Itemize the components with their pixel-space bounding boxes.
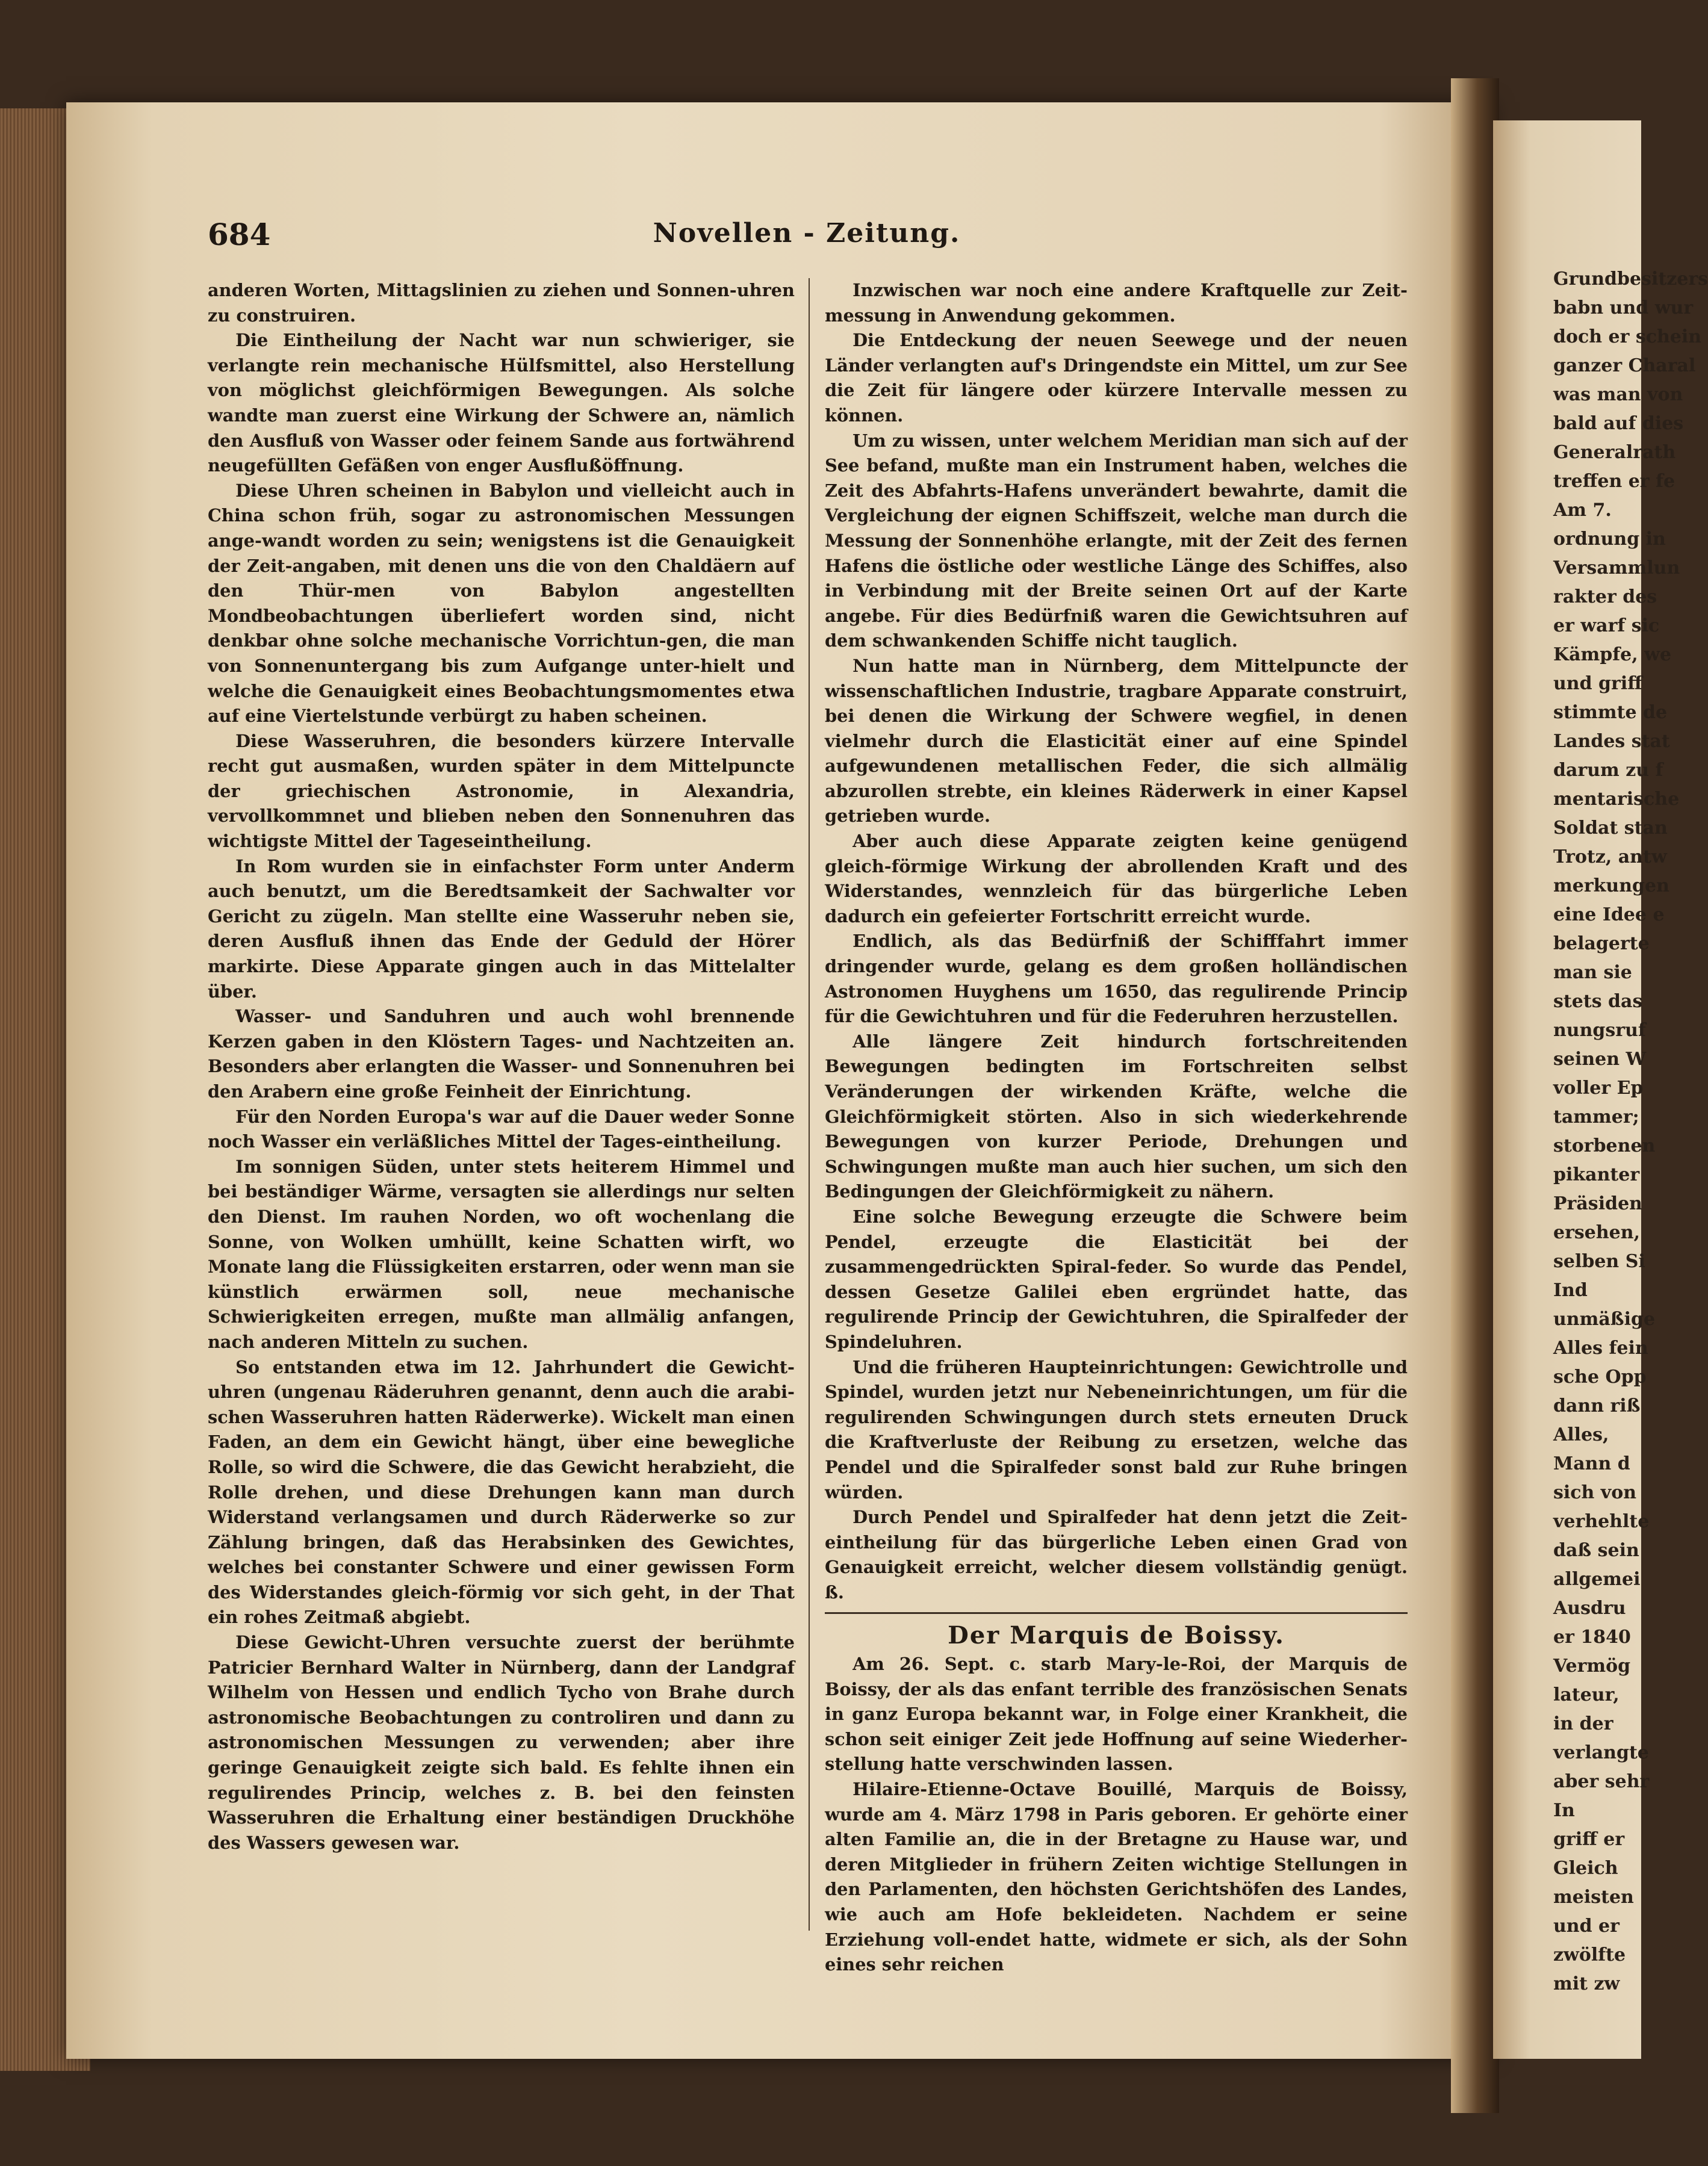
fragment-line: merkungen <box>1553 875 1669 896</box>
fragment-line: und er <box>1553 1916 1619 1937</box>
fragment-line: Generalrath <box>1553 442 1676 463</box>
paragraph: anderen Worten, Mittagslinien zu ziehen und Sonnen-uhren zu construiren. <box>208 280 795 326</box>
paragraph: In Rom wurden sie in einfachster Form unter Anderm auch benutzt, um die Beredtsamkeit der Sachwalter vor Gericht zu zügeln. Man stellte eine Wasseruhr neben sie, deren Ausfluß ihnen das Ende der Geduld der Hörer markirte. Diese Apparate gingen auch in das Mittelalter über. <box>208 855 795 1002</box>
page-number: 684 <box>208 217 271 252</box>
fragment-line: ordnung in <box>1553 529 1666 550</box>
fragment-line: sich von <box>1553 1482 1637 1503</box>
paragraph: Wasser- und Sanduhren und auch wohl brennende Kerzen gaben in den Klöstern Tages- und Nachtzeiten an. Besonders aber erlangten die Wasser- und Sonnenuhren bei den Arabern eine große Feinheit der Einrichtung. <box>208 1006 795 1102</box>
paragraph: Am 26. Sept. c. starb Mary-le-Roi, der Marquis de Boissy, der als das enfant terrible des französischen Senats in ganz Europa bekannt war, in Folge einer Krankheit, die schon seit einiger Zeit jede Hoffnung auf seine Wiederher-stellung hatte verschwinden lassen. <box>825 1654 1408 1775</box>
paragraph: Hilaire-Etienne-Octave Bouillé, Marquis de Boissy, wurde am 4. März 1798 in Paris geboren. Er gehörte einer alten Familie an, die in der Bretagne zu Hause war, und deren Mitglieder in frühern Zeiten wichtige Stellungen in den Parlamenten, den höchsten Gerichtshöfen des Landes, wie auch am Hofe bekleideten. Nachdem er seine Erziehung voll-endet hatte, widmete er sich, als der Sohn eines sehr reichen <box>825 1779 1408 1975</box>
fragment-line: mentarische <box>1553 789 1680 810</box>
journal-title: Novellen - Zeitung. <box>653 218 961 249</box>
fragment-line: nungsruf <box>1553 1020 1646 1041</box>
fragment-line: daß sein <box>1553 1540 1639 1561</box>
paragraph: Alle längere Zeit hindurch fortschreitenden Bewegungen bedingten im Fortschreiten selbst Veränderungen der wirkenden Kräfte, welche die Gleichförmigkeit störten. Also in sich wiederkehrende Bewegungen von kurzer Periode, Drehungen und Schwingungen mußte man auch hier suchen, um sich den Bedingungen der Gleichförmigkeit zu nähern. <box>825 1031 1408 1202</box>
fragment-line: meisten <box>1553 1887 1634 1908</box>
fragment-line: In <box>1553 1800 1575 1821</box>
fragment-line: stimmte de <box>1553 702 1668 723</box>
fragment-line: man sie <box>1553 962 1632 983</box>
right-column <box>825 278 1408 1978</box>
paragraph: Für den Norden Europa's war auf die Dauer weder Sonne noch Wasser ein verläßliches Mittel der Tages-eintheilung. <box>208 1106 795 1152</box>
fragment-line: ganzer Charal <box>1553 355 1696 376</box>
fragment-line: Alles, <box>1553 1424 1609 1445</box>
fragment-line: er warf sic <box>1553 615 1660 636</box>
left-column <box>208 278 795 1855</box>
fragment-line: zwölfte <box>1553 1944 1626 1966</box>
fragment-line: pikanter <box>1553 1164 1640 1185</box>
fragment-line: bald auf dies <box>1553 413 1684 434</box>
fragment-line: Ind <box>1553 1280 1588 1301</box>
fragment-line: babn und wur <box>1553 297 1694 318</box>
fragment-line: stets das <box>1553 991 1643 1012</box>
fragment-line: seinen W <box>1553 1049 1647 1070</box>
paragraph: Diese Uhren scheinen in Babylon und vielleicht auch in China schon früh, sogar zu astronomischen Messungen ange-wandt worden zu sein; wenigstens ist die Genauigkeit der Zeit-angaben, mit denen uns die von den Chaldäern auf den Thür-men von Babylon angestellten Mondbeobachtungen überliefert worden sind, nicht denkbar ohne solche mechanische Vorrichtun-gen, die man von Sonnenuntergang bis zum Aufgange unter-hielt und welche die Genauigkeit eines Beobachtungsmomentes etwa auf eine Viertelstunde verbürgt zu haben scheinen. <box>208 480 795 727</box>
fragment-line: darum zu f <box>1553 760 1663 781</box>
fragment-line: Versammlun <box>1553 557 1680 579</box>
paragraph: Endlich, als das Bedürfniß der Schifffahrt immer dringender wurde, gelang es dem großen holländischen Astronomen Huyghens um 1650, das regulirende Princip für die Gewichtuhren und für die Federuhren herzustellen. <box>825 931 1408 1027</box>
paragraph: Aber auch diese Apparate zeigten keine genügend gleich-förmige Wirkung der abrollenden Kraft und des Widerstandes, wennzleich für das bürgerliche Leben dadurch ein gefeierter Fortschritt erreicht wurde. <box>825 831 1408 926</box>
fragment-line: dann riß <box>1553 1395 1641 1417</box>
fragment-line: Präsiden <box>1553 1193 1642 1214</box>
paragraph: Diese Wasseruhren, die besonders kürzere Intervalle recht gut ausmaßen, wurden später in dem Mittelpuncte der griechischen Astronomie, in Alexandria, vervollkommnet und blieben neben den Sonnenuhren das wichtigste Mittel der Tageseintheilung. <box>208 730 795 852</box>
fragment-line: eine Idee e <box>1553 904 1665 925</box>
fragment-line: lateur, <box>1553 1684 1619 1705</box>
paragraph: Um zu wissen, unter welchem Meridian man sich auf der See befand, mußte man ein Instrument haben, welches die Zeit des Abfahrts-Hafens unverändert bewahrte, damit die Vergleichung der eignen Schiffszeit, welche man durch die Messung der Sonnenhöhe erlangte, mit der Zeit des fernen Hafens die östliche oder westliche Länge des Schiffes, also in Verbindung mit der Breite seinen Ort auf der Karte angebe. Für dies Bedürfniß waren die Gewichtsuhren auf dem schwankenden Schiffe nicht tauglich. <box>825 430 1408 651</box>
fragment-line: was man von <box>1553 384 1683 405</box>
right-page-fragment <box>1493 120 1708 2059</box>
fragment-line: selben Si <box>1553 1251 1645 1272</box>
paragraph: Die Eintheilung der Nacht war nun schwieriger, sie verlangte rein mechanische Hülfsmittel, also Herstellung von möglichst gleichförmigen Bewegungen. Als solche wandte man zuerst eine Wirkung der Schwere an, nämlich den Ausfluß von Wasser oder feinem Sande aus fortwährend neugefüllten Gefäßen von enger Ausflußöffnung. <box>208 330 795 476</box>
fragment-line: Kämpfe, we <box>1553 644 1672 665</box>
fragment-line: und griff <box>1553 673 1642 694</box>
fragment-line: Gleich <box>1553 1858 1618 1879</box>
fragment-line: griff er <box>1553 1829 1625 1850</box>
fragment-line: Ausdru <box>1553 1598 1626 1619</box>
fragment-line: storbenen <box>1553 1135 1656 1156</box>
fragment-line: treffen er fe <box>1553 471 1675 492</box>
page-header <box>208 217 1406 259</box>
fragment-line: voller Ep <box>1553 1078 1644 1099</box>
paragraph: Die Entdeckung der neuen Seewege und der neuen Länder verlangten auf's Dringendste ein Mittel, um zur See die Zeit für längere oder kürzere Intervalle messen zu können. <box>825 330 1408 426</box>
fragment-line: mit zw <box>1553 1973 1620 1994</box>
column-divider <box>809 278 810 1931</box>
paragraph: Durch Pendel und Spiralfeder hat denn jetzt die Zeit-eintheilung für das bürgerliche Leben einen Grad von Genauigkeit erreicht, welcher diesem vollständig genügt. ß. <box>825 1507 1408 1603</box>
fragment-line: verlangte <box>1553 1742 1649 1763</box>
fragment-line: Landes stat <box>1553 731 1670 752</box>
paragraph: Inzwischen war noch eine andere Kraftquelle zur Zeit-messung in Anwendung gekommen. <box>825 280 1408 326</box>
fragment-line: er 1840 <box>1553 1627 1631 1648</box>
article-separator-rule <box>825 1612 1408 1614</box>
fragment-line: doch er schein <box>1553 326 1702 347</box>
fragment-line: rakter des <box>1553 586 1657 607</box>
paragraph: Und die früheren Haupteinrichtungen: Gewichtrolle und Spindel, wurden jetzt nur Nebeneinrichtungen, um für die regulirenden Schwingungen durch stets erneuten Druck die Kraftverluste der Reibung zu ersetzen, welche das Pendel und die Spiralfeder sonst bald zur Ruhe bringen würden. <box>825 1356 1408 1503</box>
fragment-line: Alles fein <box>1553 1338 1648 1359</box>
right-page-text-fragments <box>1553 265 1708 1999</box>
fragment-line: Am 7. <box>1553 500 1612 521</box>
fragment-line: verhehlte <box>1553 1511 1650 1532</box>
fragment-line: Vermög <box>1553 1656 1631 1677</box>
fragment-line: Grundbesitzers <box>1553 268 1708 290</box>
paragraph: Im sonnigen Süden, unter stets heiterem Himmel und bei beständiger Wärme, versagten sie allerdings nur selten den Dienst. Im rauhen Norden, wo oft wochenlang die Sonne, von Wolken umhüllt, keine Schatten wirft, wo Monate lang die Flüssigkeiten erstarren, oder wenn man sie künstlich erwärmen soll, neue mechanische Schwierigkeiten erregen, mußte man allmälig anfangen, nach anderen Mitteln zu suchen. <box>208 1156 795 1352</box>
book-gutter <box>1451 78 1499 2113</box>
fragment-line: allgemei <box>1553 1569 1641 1590</box>
fragment-line: Soldat stan <box>1553 818 1668 839</box>
fragment-line: Trotz, antw <box>1553 846 1667 867</box>
fragment-line: aber sehr <box>1553 1771 1650 1792</box>
fragment-line: belagerte <box>1553 933 1650 954</box>
fragment-line: ersehen, <box>1553 1222 1641 1243</box>
article-heading: Der Marquis de Boissy. <box>948 1621 1285 1650</box>
fragment-line: unmäßige <box>1553 1309 1656 1330</box>
paragraph: Nun hatte man in Nürnberg, dem Mittelpuncte der wissenschaftlichen Industrie, tragbare Apparate construirt, bei denen die Wirkung der Schwere wegfiel, in denen vielmehr durch die Elasticität einer auf eine Spindel aufgewundenen metallischen Feder, die sich allmälig abzurollen strebte, ein kleines Räderwerk in einer Kapsel getrieben wurde. <box>825 655 1408 827</box>
paragraph: So entstanden etwa im 12. Jahrhundert die Gewicht-uhren (ungenau Räderuhren genannt, denn auch die arabi-schen Wasseruhren hatten Räderwerke). Wickelt man einen Faden, an dem ein Gewicht hängt, über eine bewegliche Rolle, so wird die Schwere, die das Gewicht herabzieht, die Rolle drehen, und diese Drehungen kann man durch Widerstand verlangsamen und durch Räderwerke so zur Zählung bringen, daß das Herabsinken des Gewichtes, welches bei constanter Schwere und einer gewissen Form des Widerstandes gleich-förmig vor sich geht, in der That ein rohes Zeitmaß abgiebt. <box>208 1356 795 1628</box>
fragment-line: sche Opp <box>1553 1367 1647 1388</box>
fragment-line: tammer; <box>1553 1106 1639 1128</box>
paragraph: Diese Gewicht-Uhren versuchte zuerst der berühmte Patricier Bernhard Walter in Nürnberg, dann der Landgraf Wilhelm von Hessen und endlich Tycho von Brahe durch astronomische Beobachtungen zu controliren und dann zu astronomischen Messungen zu verwenden; aber ihre geringe Genauigkeit zeigte sich bald. Es fehlte ihnen ein regulirendes Princip, welches z. B. bei den feinsten Wasseruhren die Erhaltung einer beständigen Druckhöhe des Wassers gewesen war. <box>208 1632 795 1853</box>
paragraph: Eine solche Bewegung erzeugte die Schwere beim Pendel, erzeugte die Elasticität bei der zusammengedrückten Spiral-feder. So wurde das Pendel, dessen Gesetze Galilei eben ergründet hatte, das regulirende Princip der Gewichtuhren, die Spiralfeder der Spindeluhren. <box>825 1206 1408 1352</box>
fragment-line: Mann d <box>1553 1453 1630 1474</box>
fragment-line: in der <box>1553 1713 1613 1734</box>
